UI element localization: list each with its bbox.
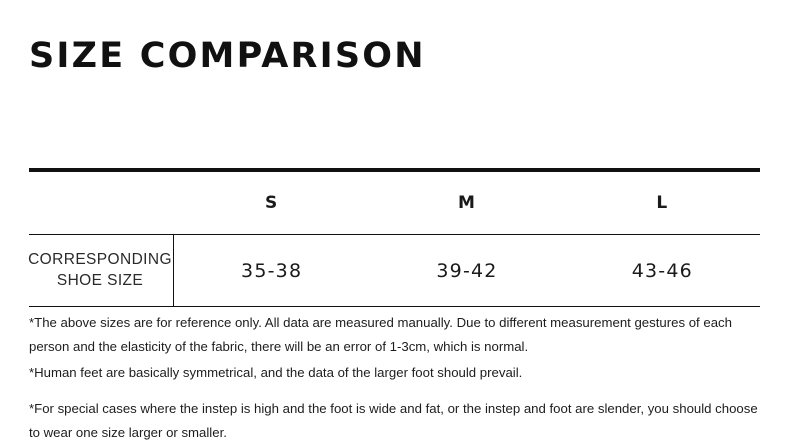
header-size-m: M — [458, 193, 476, 213]
value-size-s: 35-38 — [241, 259, 303, 282]
value-size-m: 39-42 — [436, 259, 498, 282]
note-foot-symmetry: *Human feet are basically symmetrical, and the data of the larger foot should prevail. — [29, 365, 523, 381]
header-size-s: S — [265, 193, 279, 213]
row-label-cell — [29, 235, 173, 306]
note-measurement-disclaimer: *The above sizes are for reference only. All data are measured manually. Due to different measurement gestures of each person and the elasticity of the fabric, there will be an error of 1-3cm, which is normal. — [29, 315, 732, 355]
table-bottom-rule — [29, 306, 760, 307]
row-label-line2: SHOE SIZE — [56, 271, 144, 289]
table-header-row — [29, 172, 760, 234]
table-row — [29, 235, 760, 306]
notes-section — [29, 311, 764, 447]
header-size-l: L — [656, 193, 669, 213]
page-title: SIZE COMPARISON — [29, 36, 426, 76]
value-size-l: 43-46 — [631, 259, 693, 282]
size-table — [29, 168, 760, 307]
note-special-cases: *For special cases where the instep is high and the foot is wide and fat, or the instep and foot are slender, you should choose to wear one size larger or smaller. — [29, 401, 758, 441]
row-label-line1: CORRESPONDING — [28, 250, 172, 268]
